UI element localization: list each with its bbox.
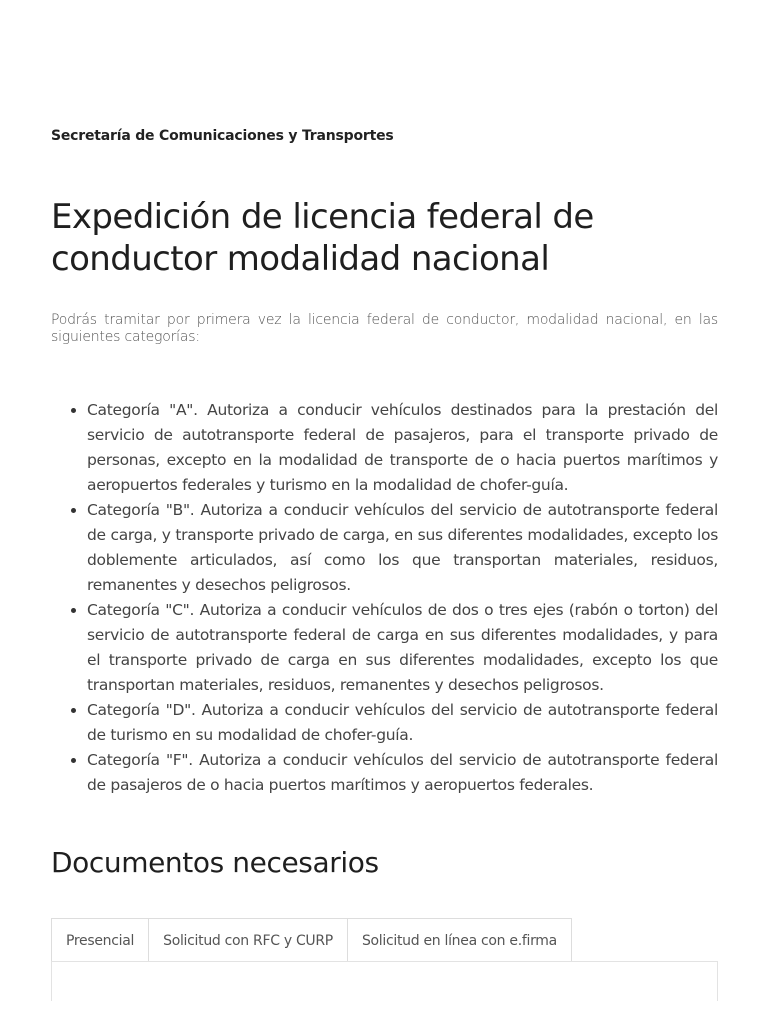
tab-efirma[interactable]: Solicitud en línea con e.firma — [347, 918, 572, 962]
intro-paragraph: Podrás tramitar por primera vez la licencia federal de conductor, modalidad nacional, en las siguientes categorías: — [51, 312, 718, 345]
category-f-item: • Categoría "F". Autoriza a conducir vehículos del servicio de autotransporte federal de pasajeros de o hacia puertos marítimos y aeropuertos federales. — [87, 748, 718, 798]
category-a-item: • Categoría "A". Autoriza a conducir vehículos destinados para la prestación del servicio de autotransporte federal de pasajeros, para el transporte privado de personas, excepto en la modalidad de transporte de o hacia puertos marítimos y aeropuertos federales y turismo en la modalidad de chofer-guía. — [87, 398, 718, 498]
tab-panel — [51, 961, 718, 1001]
category-c-item: • Categoría "C". Autoriza a conducir vehículos de dos o tres ejes (rabón o torton) del servicio de autotransporte federal de carga en sus diferentes modalidades, y para el transporte privado de carga en sus diferentes modalidades, excepto los que transportan materiales, residuos, remanentes y desechos peligrosos. — [87, 598, 718, 698]
tab-rfc-curp[interactable]: Solicitud con RFC y CURP — [148, 918, 348, 962]
page-content — [51, 0, 718, 1024]
documents-heading: Documentos necesarios — [51, 846, 379, 879]
page-title: Expedición de licencia federal de conductor modalidad nacional — [51, 197, 594, 279]
categories-list — [51, 398, 718, 798]
agency-name: Secretaría de Comunicaciones y Transportes — [51, 128, 394, 144]
category-d-item: • Categoría "D". Autoriza a conducir vehículos del servicio de autotransporte federal de turismo en su modalidad de chofer-guía. — [87, 698, 718, 748]
documents-tabs — [51, 918, 571, 962]
tab-presencial[interactable]: Presencial — [51, 918, 149, 962]
category-b-item: • Categoría "B". Autoriza a conducir vehículos del servicio de autotransporte federal de carga, y transporte privado de carga, en sus diferentes modalidades, excepto los doblemente articulados, así como los que transportan materiales, residuos, remanentes y desechos peligrosos. — [87, 498, 718, 598]
